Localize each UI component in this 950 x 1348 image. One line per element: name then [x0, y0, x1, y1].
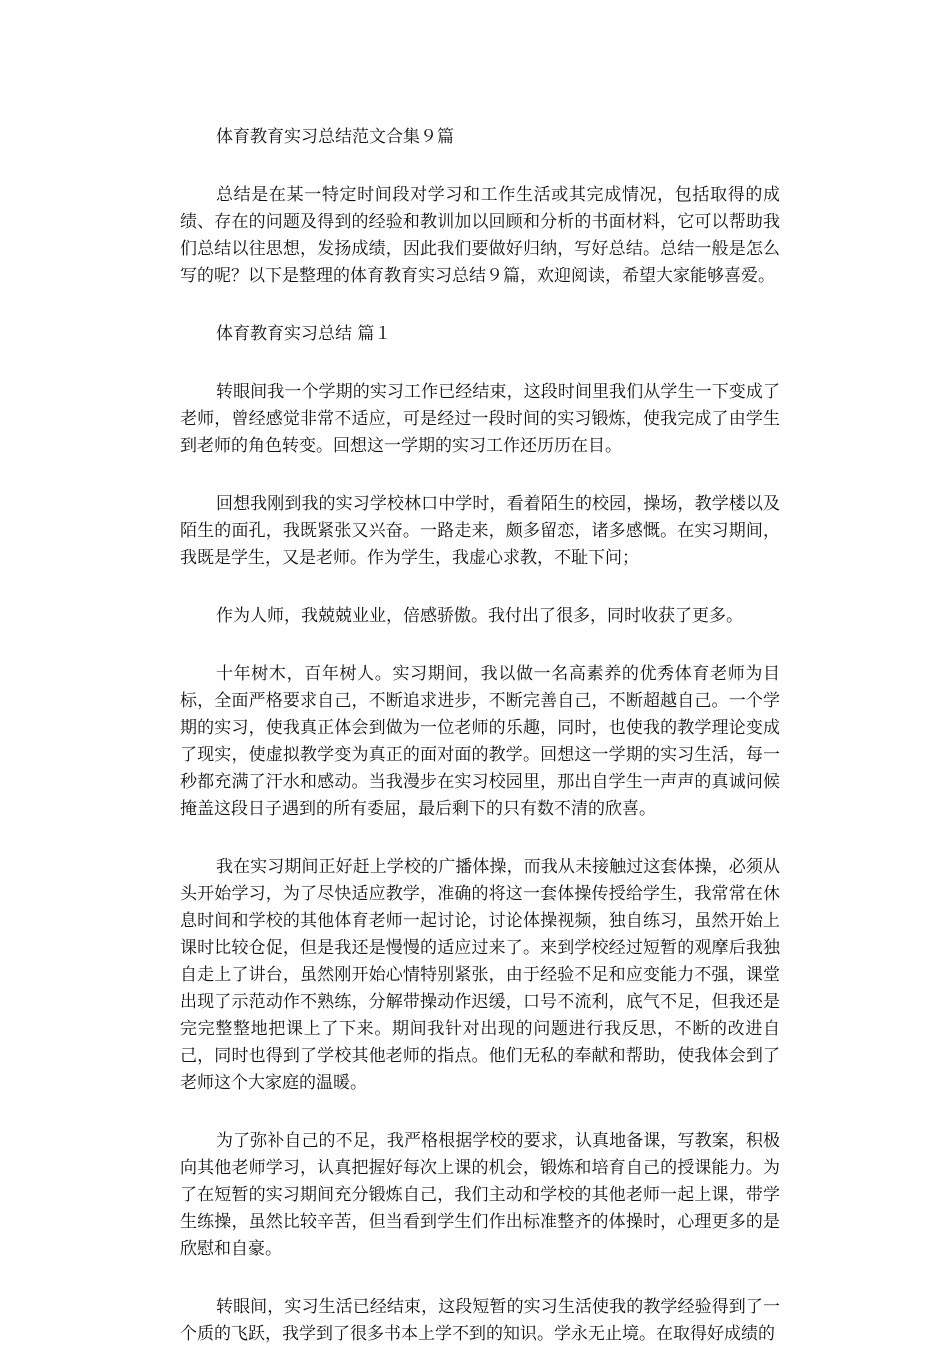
document-title: 体育教育实习总结范文合集９篇 — [216, 127, 454, 147]
body-paragraph: 我在实习期间正好赶上学校的广播体操，而我从未接触过这套体操，必须从头开始学习，为了尽快适应教学，准确的将这一套体操传授给学生，我常常在休息时间和学校的其他体育老师一起讨论，讨论体操视频，独自练习，虽然开始上课时比较仓促，但是我还是慢慢的适应过来了。来到学校经过短暂的观摩后我独自走上了讲台，虽然刚开始心情特别紧张，由于经验不足和应变能力不强，课堂出现了示范动作不熟练，分解带操动作迟缓，口号不流利，底气不足，但我还是完完整整地把课上了下来。期间我针对出现的问题进行我反思，不断的改进自己，同时也得到了学校其他老师的指点。他们无私的奉献和帮助，使我体会到了老师这个大家庭的温暖。 — [180, 857, 780, 1093]
document-body — [180, 124, 780, 1348]
spacer — [180, 290, 780, 321]
body-paragraph: 转眼间我一个学期的实习工作已经结束，这段时间里我们从学生一下变成了老师，曾经感觉非常不适应，可是经过一段时间的实习锻炼，使我完成了由学生到老师的角色转变。回想这一学期的实习工作还历历在目。 — [180, 382, 780, 456]
spacer — [180, 1097, 780, 1128]
spacer — [180, 630, 780, 661]
spacer — [180, 823, 780, 854]
intro-paragraph: 总结是在某一特定时间段对学习和工作生活或其完成情况，包括取得的成绩、存在的问题及得到的经验和教训加以回顾和分析的书面材料，它可以帮助我们总结以往思想，发扬成绩，因此我们要做好归纳，写好总结。总结一般是怎么写的呢？以下是整理的体育教育实习总结９篇，欢迎阅读，希望大家能够喜爱。 — [180, 185, 780, 286]
spacer — [180, 348, 780, 379]
spacer — [180, 151, 780, 182]
section-heading: 体育教育实习总结 篇１ — [216, 324, 392, 344]
spacer — [180, 1263, 780, 1294]
body-paragraph: 转眼间，实习生活已经结束，这段短暂的实习生活使我的教学经验得到了一个质的飞跃，我学到了很多书本上学不到的知识。学永无止境。在取得好成绩的 — [180, 1297, 780, 1344]
body-paragraph: 为了弥补自己的不足，我严格根据学校的要求，认真地备课，写教案，积极向其他老师学习，认真把握好每次上课的机会，锻炼和培育自己的授课能力。为了在短暂的实习期间充分锻炼自己，我们主动和学校的其他老师一起上课，带学生练操，虽然比较辛苦，但当看到学生们作出标准整齐的体操时，心理更多的是欣慰和自豪。 — [180, 1131, 780, 1259]
body-paragraph: 回想我刚到我的实习学校林口中学时，看着陌生的校园，操场，教学楼以及陌生的面孔，我既紧张又兴奋。一路走来，颇多留恋，诸多感慨。在实习期间，我既是学生，又是老师。作为学生，我虚心求教，不耻下问； — [180, 494, 780, 568]
body-paragraph: 作为人师，我兢兢业业，倍感骄傲。我付出了很多，同时收获了更多。 — [216, 606, 743, 626]
spacer — [180, 572, 780, 603]
body-paragraph: 十年树木，百年树人。实习期间，我以做一名高素养的优秀体育老师为目标，全面严格要求自己，不断追求进步，不断完善自己，不断超越自己。一个学期的实习，使我真正体会到做为一位老师的乐趣，同时，也使我的教学理论变成了现实，使虚拟教学变为真正的面对面的教学。回想这一学期的实习生活，每一秒都充满了汗水和感动。当我漫步在实习校园里，那出自学生一声声的真诚问候掩盖这段日子遇到的所有委屈，最后剩下的只有数不清的欣喜。 — [180, 664, 780, 819]
spacer — [180, 460, 780, 491]
